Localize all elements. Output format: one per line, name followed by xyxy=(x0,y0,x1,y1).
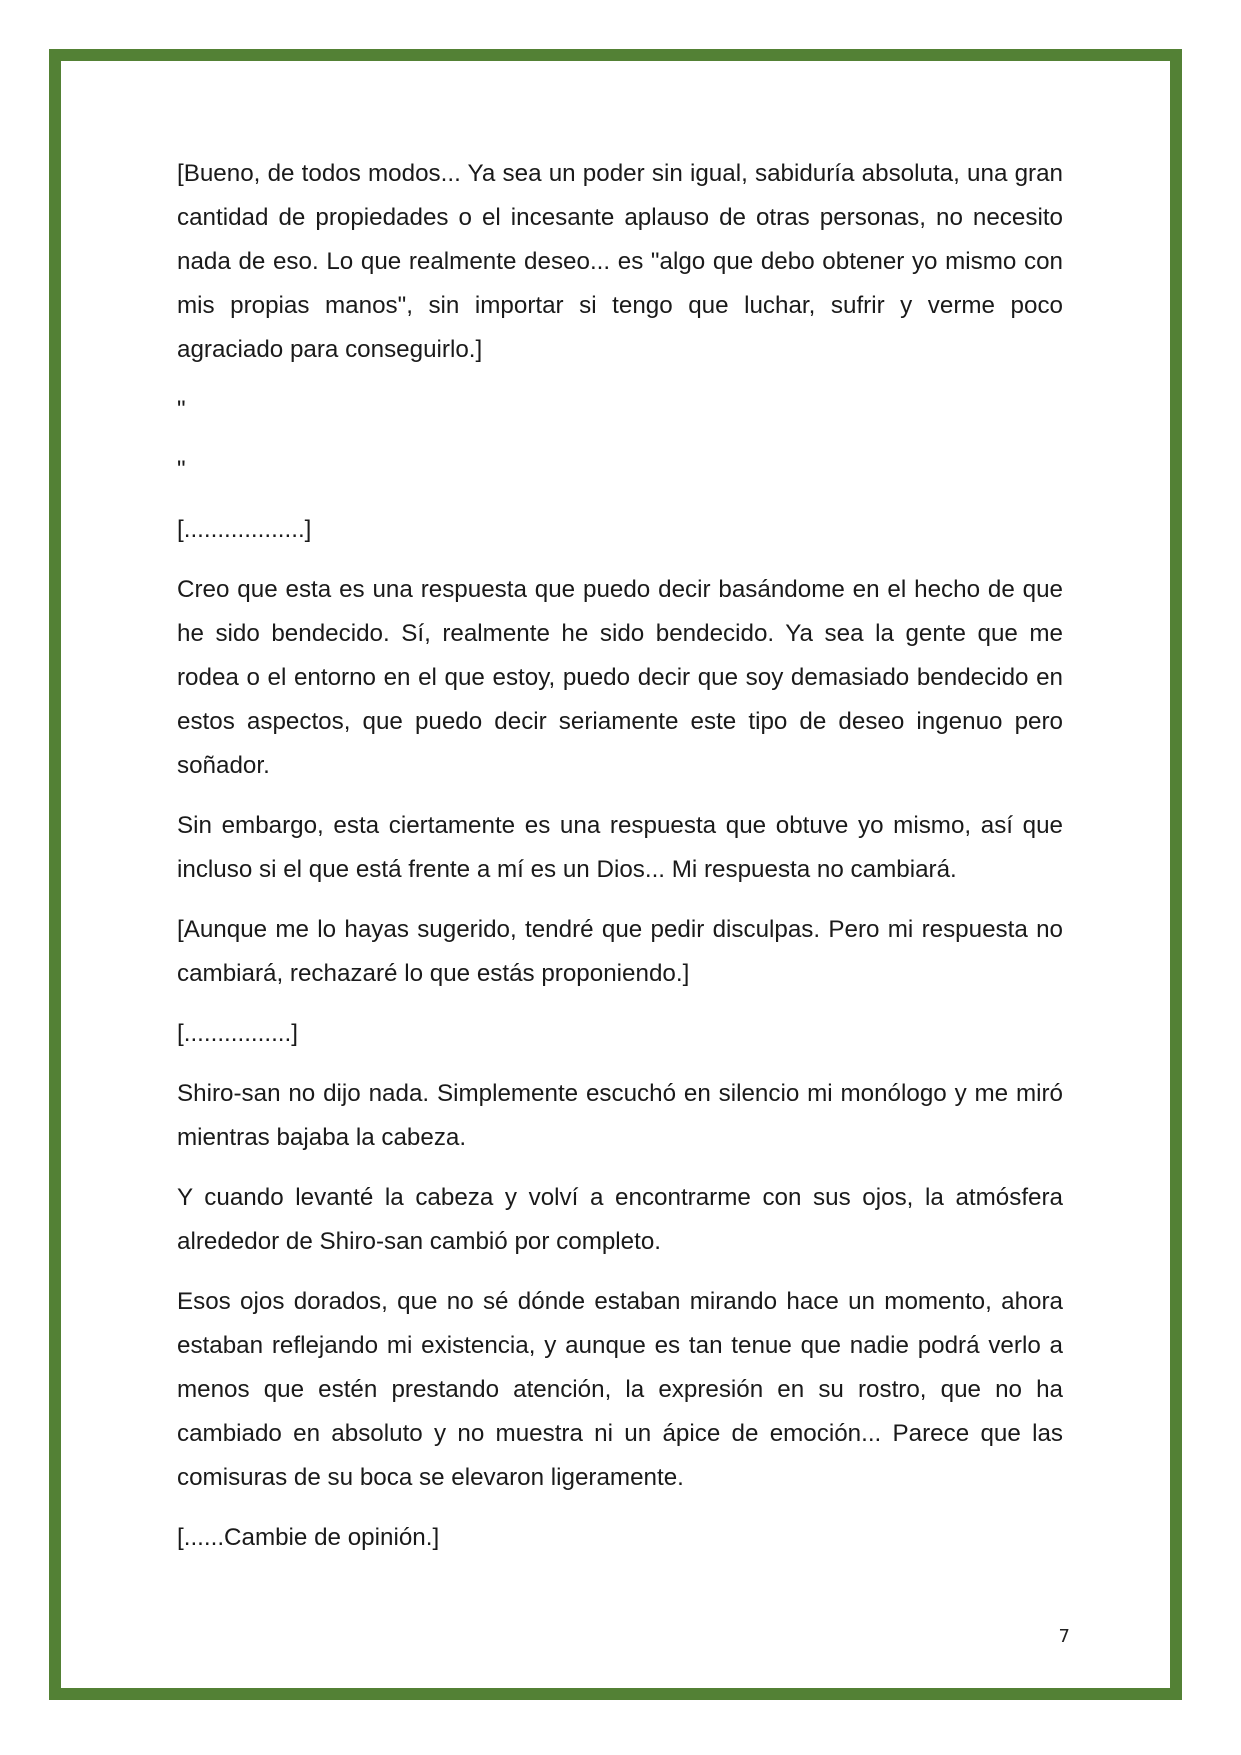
paragraph: Esos ojos dorados, que no sé dónde estaban mirando hace un momento, ahora estaban reflejando mi existencia, y aunque es tan tenue que nadie podrá verlo a menos que estén prestando atención, la expresión en su rostro, que no ha cambiado en absoluto y no muestra ni un ápice de emoción... Parece que las comisuras de su boca se elevaron ligeramente. xyxy=(177,1288,1063,1491)
paragraph: [..................] xyxy=(177,516,312,543)
paragraph: Sin embargo, esta ciertamente es una respuesta que obtuve yo mismo, así que incluso si el que está frente a mí es un Dios... Mi respuesta no cambiará. xyxy=(177,812,1063,883)
paragraph: [Bueno, de todos modos... Ya sea un poder sin igual, sabiduría absoluta, una gran cantidad de propiedades o el incesante aplauso de otras personas, no necesito nada de eso. Lo que realmente deseo... es "algo que debo obtener yo mismo con mis propias manos", sin importar si tengo que luchar, sufrir y verme poco agraciado para conseguirlo.] xyxy=(177,160,1063,363)
page-number: 7 xyxy=(1058,1626,1070,1647)
paragraph: " xyxy=(177,396,186,423)
paragraph: Creo que esta es una respuesta que puedo decir basándome en el hecho de que he sido bendecido. Sí, realmente he sido bendecido. Ya sea la gente que me rodea o el entorno en el que estoy, puedo decir que soy demasiado bendecido en estos aspectos, que puedo decir seriamente este tipo de deseo ingenuo pero soñador. xyxy=(177,576,1063,779)
paragraph: Y cuando levanté la cabeza y volví a encontrarme con sus ojos, la atmósfera alrededor de Shiro-san cambió por completo. xyxy=(177,1184,1063,1255)
paragraph: " xyxy=(177,456,186,483)
paragraph: [Aunque me lo hayas sugerido, tendré que pedir disculpas. Pero mi respuesta no cambiará, rechazaré lo que estás proponiendo.] xyxy=(177,916,1063,987)
document-body xyxy=(177,152,1063,1576)
paragraph: Shiro-san no dijo nada. Simplemente escuchó en silencio mi monólogo y me miró mientras bajaba la cabeza. xyxy=(177,1080,1063,1151)
paragraph: [......Cambie de opinión.] xyxy=(177,1524,440,1551)
paragraph: [................] xyxy=(177,1020,298,1047)
